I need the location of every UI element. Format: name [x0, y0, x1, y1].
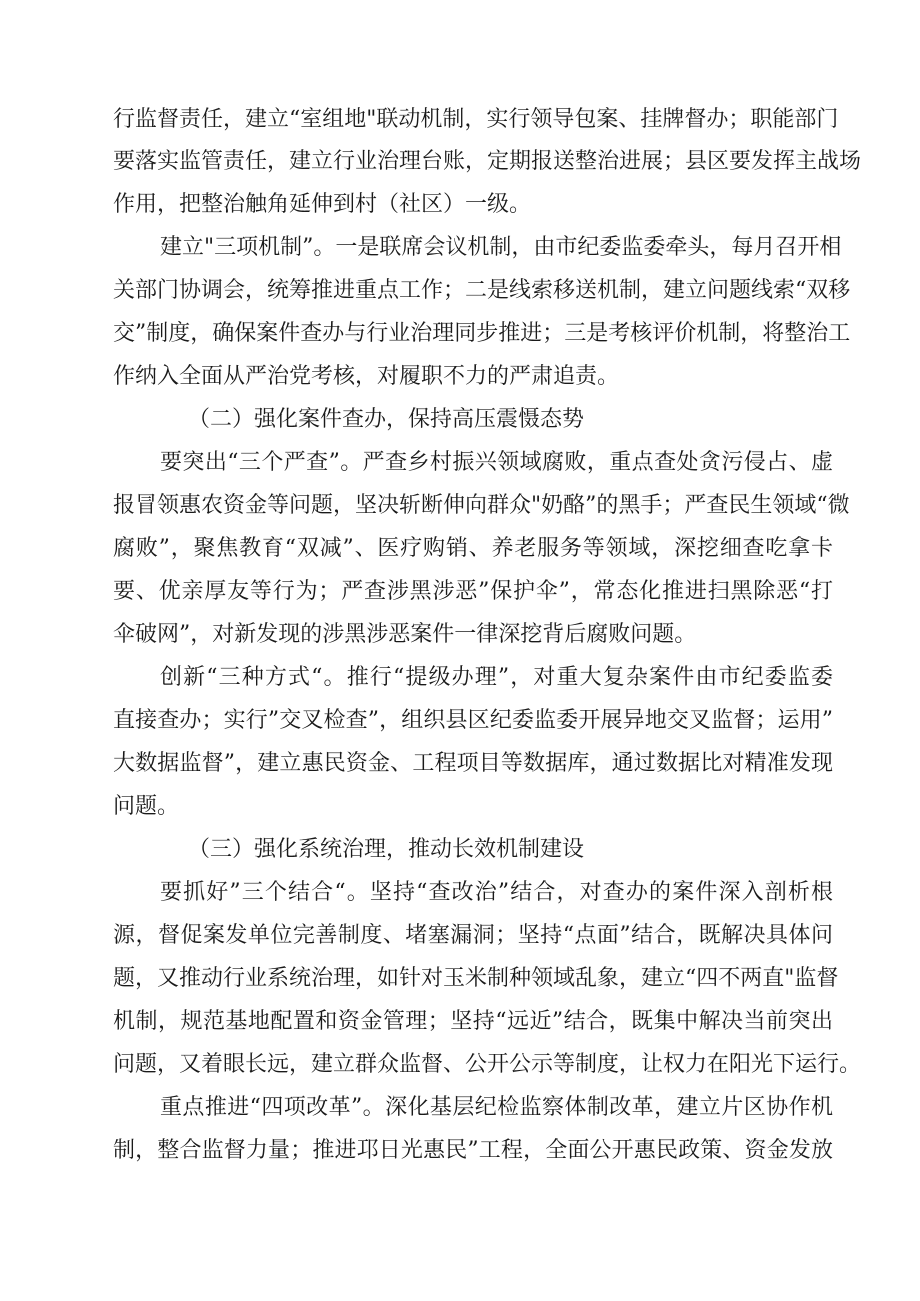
text-line: 大数据监督”，建立惠民资金、工程项目等数据库，通过数据比对精准发现	[113, 751, 833, 776]
text-line: 问题。	[113, 794, 180, 819]
text-line: 源，督促案发单位完善制度、堵塞漏洞；坚持“点面”结合，既解决具体问	[113, 923, 833, 948]
text-line: 腐败”，聚焦教育“双减”、医疗购销、养老服务等领域，深挖细查吃拿卡	[113, 536, 833, 561]
text-line: 重点推进“四项改革”。深化基层纪检监察体制改革，建立片区协作机	[160, 1095, 833, 1120]
section-heading: （二）强化案件查办，保持高压震慑态势	[188, 407, 585, 432]
text-line: 创新“三种方式“。推行“提级办理”，对重大复杂案件由市纪委监委	[160, 665, 833, 690]
text-line: 制，整合监督力量；推进邛日光惠民”工程，全面公开惠民政策、资金发放	[113, 1138, 833, 1163]
text-line: 要、优亲厚友等行为；严查涉黑涉恶”保护伞”，常态化推进扫黑除恶“打	[113, 579, 833, 604]
text-line: 交”制度，确保案件查办与行业治理同步推进；三是考核评价机制，将整治工	[113, 321, 851, 346]
text-line: 报冒领惠农资金等问题，坚决斩断伸向群众"奶酪”的黑手；严查民生领域“微	[113, 493, 850, 518]
text-line: 作纳入全面从严治党考核，对履职不力的严肃追责。	[113, 364, 620, 389]
text-line: 行监督责任，建立“室组地"联动机制，实行领导包案、挂牌督办；职能部门	[113, 107, 839, 132]
text-line: 伞破网”，对新发现的涉黑涉恶案件一律深挖背后腐败问题。	[113, 622, 697, 647]
text-line: 建立"三项机制”。一是联席会议机制，由市纪委监委牵头，每月召开相	[160, 235, 842, 260]
text-line: 问题，又着眼长远，建立群众监督、公开公示等制度，让权力在阳光下运行。	[113, 1052, 862, 1077]
text-line: 直接查办；实行”交叉检查”，组织县区纪委监委开展异地交叉监督；运用”	[113, 708, 833, 733]
text-line: 机制，规范基地配置和资金管理；坚持“远近”结合，既集中解决当前突出	[113, 1009, 833, 1034]
text-line: 要抓好”三个结合“。坚持“查改治”结合，对查办的案件深入剖析根	[160, 880, 833, 905]
text-line: 作用，把整治触角延伸到村（社区）一级。	[113, 192, 532, 217]
text-line: 关部门协调会，统筹推进重点工作；二是线索移送机制，建立问题线索“双移	[113, 278, 851, 303]
text-line: 要突出“三个严查”。严查乡村振兴领域腐败，重点查处贪污侵占、虚	[160, 450, 833, 475]
text-line: 要落实监管责任，建立行业治理台账，定期报送整治进展；县区要发挥主战场	[113, 149, 862, 174]
text-line: 题，又推动行业系统治理，如针对玉米制种领域乱象，建立“四不两直"监督	[113, 966, 839, 991]
section-heading: （三）强化系统治理，推动长效机制建设	[188, 837, 585, 862]
